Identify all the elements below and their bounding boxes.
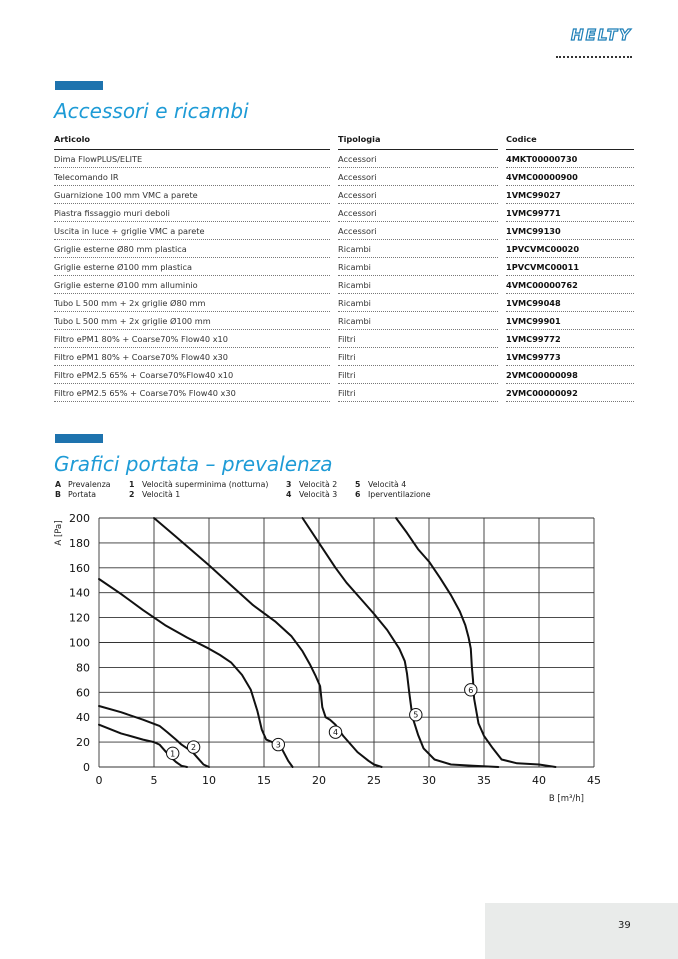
header-codice: Codice <box>506 134 634 150</box>
cell-codice: 1PVCVMC00011 <box>506 258 634 276</box>
legend-item: 1 Velocità superminima (notturna) <box>129 480 269 489</box>
x-tick-label: 5 <box>150 774 158 787</box>
cell-articolo: Filtro ePM1 80% + Coarse70% Flow40 x30 <box>54 348 330 366</box>
cell-tipologia: Accessori <box>338 204 498 222</box>
cell-articolo: Filtro ePM2.5 65% + Coarse70% Flow40 x30 <box>54 384 330 402</box>
cell-tipologia: Ricambi <box>338 276 498 294</box>
x-tick-label: 45 <box>587 774 601 787</box>
cell-tipologia: Accessori <box>338 222 498 240</box>
cell-tipologia: Ricambi <box>338 294 498 312</box>
cell-articolo: Tubo L 500 mm + 2x griglie Ø80 mm <box>54 294 330 312</box>
y-tick-label: 160 <box>69 561 90 575</box>
legend-item: 2 Velocità 1 <box>129 490 181 499</box>
legend-item: 3 Velocità 2 <box>286 480 338 489</box>
x-tick-label: 30 <box>422 774 436 787</box>
brand-logo: HELTY <box>571 26 632 44</box>
y-tick-label: 200 <box>69 512 90 525</box>
y-tick-label: 0 <box>83 761 90 774</box>
legend-item: B Portata <box>55 490 97 499</box>
legend-item: 4 Velocità 3 <box>286 490 338 499</box>
cell-codice: 4VMC00000762 <box>506 276 634 294</box>
legend-item: 5 Velocità 4 <box>355 480 407 489</box>
cell-tipologia: Filtri <box>338 366 498 384</box>
cell-codice: 2VMC00000098 <box>506 366 634 384</box>
header-articolo: Articolo <box>54 134 330 150</box>
x-tick-label: 35 <box>477 774 491 787</box>
cell-codice: 1VMC99048 <box>506 294 634 312</box>
cell-tipologia: Ricambi <box>338 312 498 330</box>
cell-codice: 1VMC99773 <box>506 348 634 366</box>
y-tick-label: 20 <box>76 736 90 750</box>
cell-articolo: Griglie esterne Ø100 mm plastica <box>54 258 330 276</box>
cell-tipologia: Filtri <box>338 330 498 348</box>
cell-articolo: Filtro ePM1 80% + Coarse70% Flow40 x10 <box>54 330 330 348</box>
cell-codice: 1VMC99027 <box>506 186 634 204</box>
series-label-4: 4 <box>332 728 339 738</box>
cell-codice: 1VMC99901 <box>506 312 634 330</box>
cell-codice: 1VMC99772 <box>506 330 634 348</box>
charts-title: Grafici portata – prevalenza <box>54 452 333 476</box>
y-tick-label: 60 <box>76 686 90 700</box>
cell-tipologia: Ricambi <box>338 258 498 276</box>
cell-articolo: Griglie esterne Ø80 mm plastica <box>54 240 330 258</box>
x-tick-label: 0 <box>95 774 103 787</box>
cell-tipologia: Filtri <box>338 348 498 366</box>
series-line-1 <box>99 725 187 767</box>
y-tick-label: 180 <box>69 536 90 550</box>
cell-codice: 1VMC99130 <box>506 222 634 240</box>
x-tick-label: 40 <box>532 774 546 787</box>
series-label-6: 6 <box>468 685 474 695</box>
cell-articolo: Griglie esterne Ø100 mm alluminio <box>54 276 330 294</box>
cell-articolo: Filtro ePM2.5 65% + Coarse70%Flow40 x10 <box>54 366 330 384</box>
x-tick-label: 25 <box>367 774 381 787</box>
cell-codice: 4VMC00000900 <box>506 168 634 186</box>
cell-codice: 2VMC00000092 <box>506 384 634 402</box>
y-tick-label: 100 <box>69 636 90 650</box>
cell-tipologia: Accessori <box>338 186 498 204</box>
cell-codice: 1VMC99771 <box>506 204 634 222</box>
series-label-1: 1 <box>170 749 176 759</box>
y-tick-label: 80 <box>76 661 90 675</box>
y-tick-label: 40 <box>76 711 90 725</box>
cell-articolo: Telecomando IR <box>54 168 330 186</box>
legend-item: 6 Iperventilazione <box>355 490 431 499</box>
header-tipologia: Tipologia <box>338 134 498 150</box>
x-axis-label: B [m³/h] <box>548 794 584 804</box>
series-label-5: 5 <box>413 710 419 720</box>
cell-tipologia: Filtri <box>338 384 498 402</box>
x-tick-label: 15 <box>257 774 271 787</box>
y-axis-label: A [Pa] <box>54 520 64 546</box>
cell-tipologia: Accessori <box>338 150 498 168</box>
x-tick-label: 10 <box>202 774 216 787</box>
cell-articolo: Guarnizione 100 mm VMC a parete <box>54 186 330 204</box>
page-number: 39 <box>618 920 631 931</box>
accessories-title: Accessori e ricambi <box>54 99 249 123</box>
series-label-3: 3 <box>275 740 281 750</box>
y-tick-label: 120 <box>69 611 90 625</box>
legend-item: A Prevalenza <box>55 480 111 489</box>
x-tick-label: 20 <box>312 774 326 787</box>
cell-tipologia: Accessori <box>338 168 498 186</box>
footer-tab <box>485 903 678 959</box>
cell-articolo: Uscita in luce + griglie VMC a parete <box>54 222 330 240</box>
cell-codice: 4MKT00000730 <box>506 150 634 168</box>
cell-codice: 1PVCVMC00020 <box>506 240 634 258</box>
cell-articolo: Tubo L 500 mm + 2x griglie Ø100 mm <box>54 312 330 330</box>
y-tick-label: 140 <box>69 586 90 600</box>
series-label-2: 2 <box>191 743 197 753</box>
cell-articolo: Dima FlowPLUS/ELITE <box>54 150 330 168</box>
cell-tipologia: Ricambi <box>338 240 498 258</box>
cell-articolo: Piastra fissaggio muri deboli <box>54 204 330 222</box>
